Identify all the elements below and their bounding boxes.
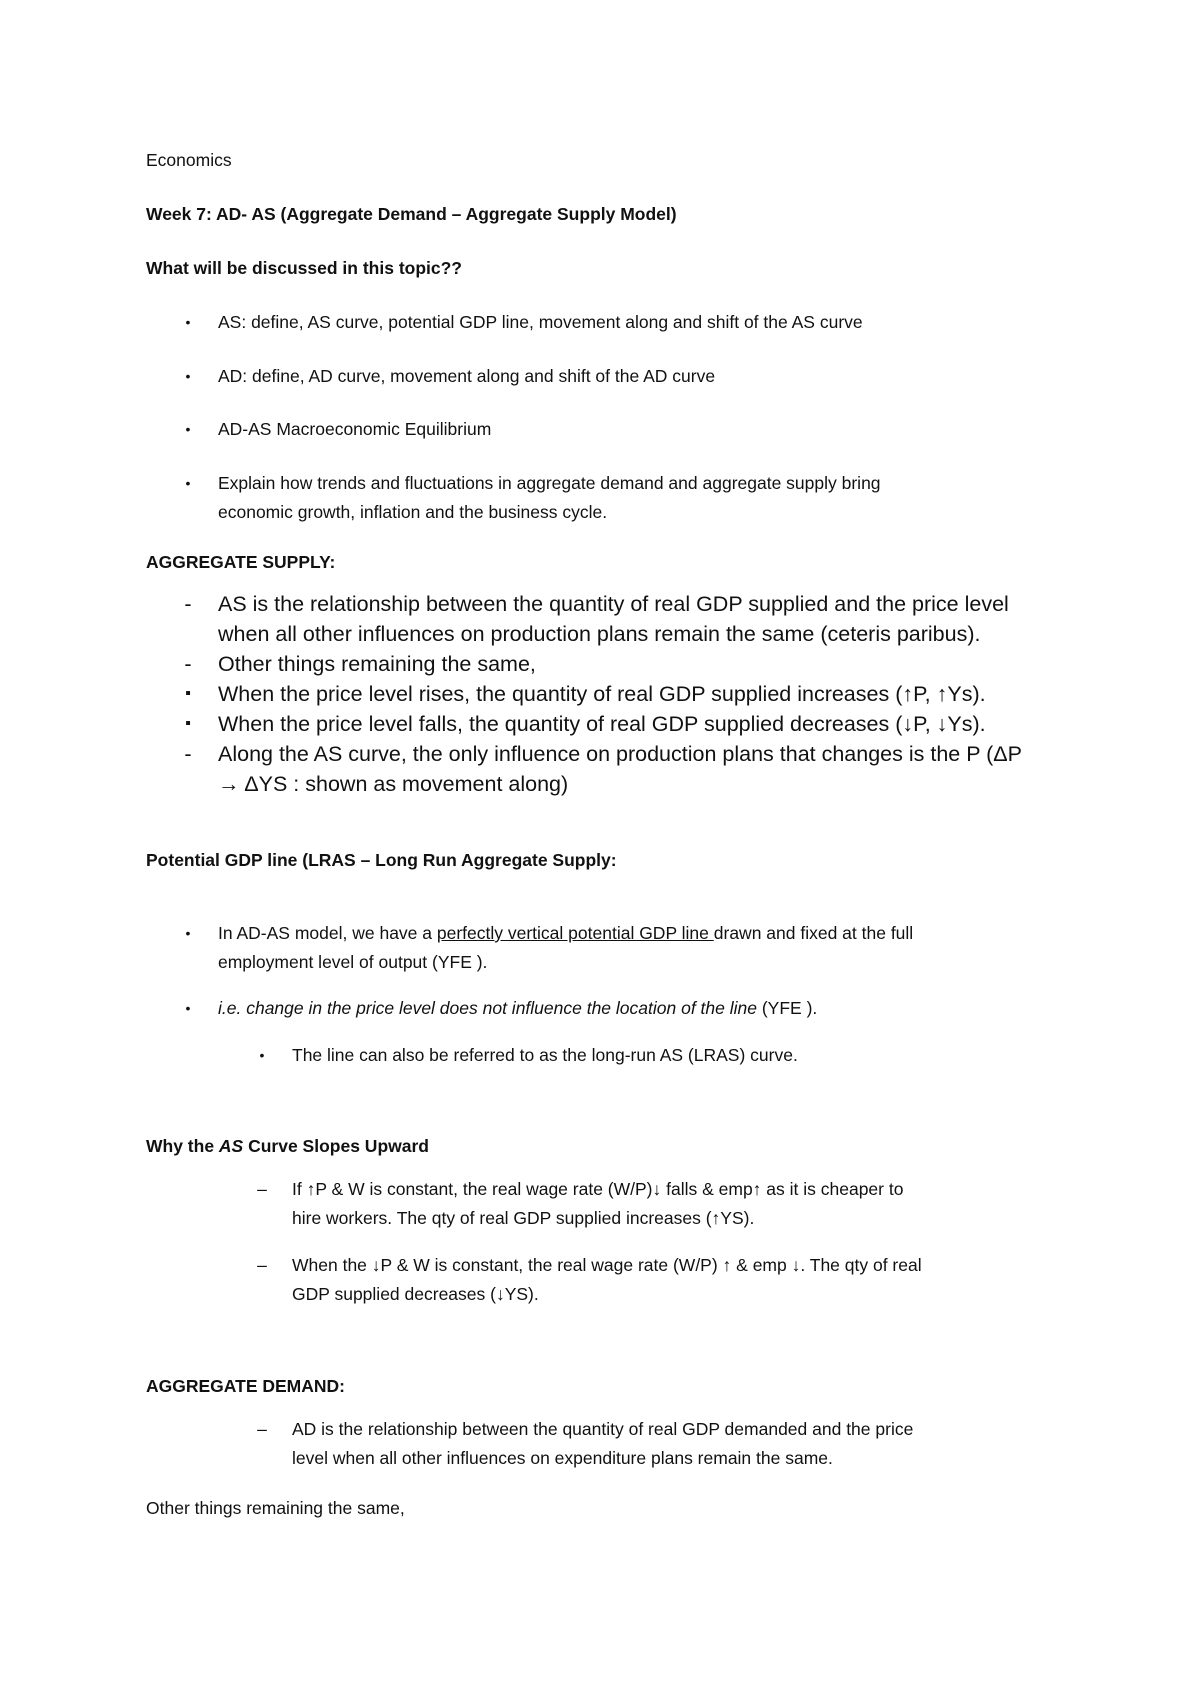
bullet-icon: •	[185, 421, 191, 437]
italic-phrase: i.e. change in the price level does not influence the location of the line	[218, 998, 757, 1018]
bullet-icon: •	[185, 314, 191, 330]
dash-icon: -	[184, 652, 192, 676]
document-page: Economics Week 7: AD- AS (Aggregate Demand – Aggregate Supply Model) What will be discussed in this topic?? • AS: define, AS curve, potential GDP line, movement along and shift of the AS curve • AD: define, AD curve, movement along and shift of the AD curve • AD-AS Macroeconomic Equilibrium • Explain how trends and fluctuations in aggregate demand and aggregate supply bring economic growth, inflation and the business cycle. AGGREGATE SUPPLY: - AS is the relationship between the quantity of real GDP supplied and the price level when all other influences on production plans remain the same (ceteris paribus). - Other things remaining the same, ▪ When the price level rises, the quantity of real GDP supplied increases (↑P, ↑Ys). ▪ When the price level falls, the quantity of real GDP supplied decreases (↓P, ↓Ys). - Along the AS curve, the only influence on production plans that changes is the P (ΔP → ΔYS : shown as movement along) Potential GDP line (LRAS – Long Run Aggregate Supply: • In AD-AS model, we have a perfectly vertical potential GDP line drawn and fixed at the full employment level of output (YFE ). • i.e. change in the price level does not influence the location of the line (YFE ). • The line can also be referred to as the long-run AS (LRAS) curve. Why the AS Curve Slopes Upward – If ↑P & W is constant, the real wage rate (W/P)↓ falls & emp↑ as it is cheaper to hire workers. The qty of real GDP supplied increases (↑YS). – When the ↓P & W is constant, the real wage rate (W/P) ↑ & emp ↓. The qty of real GDP supplied decreases (↓YS). AGGREGATE DEMAND: – AD is the relationship between the quantity of real GDP demanded and the price level when all other influences on expenditure plans remain the same. Other things remaining the same,	[0, 0, 1200, 1698]
doc-subject: Economics	[146, 150, 232, 170]
ad-heading: AGGREGATE DEMAND:	[146, 1376, 345, 1396]
discussed-heading: What will be discussed in this topic??	[146, 258, 462, 278]
dash-icon: –	[257, 1419, 267, 1439]
underlined-phrase: perfectly vertical potential GDP line	[436, 923, 714, 943]
why-heading: Why the AS Curve Slopes Upward	[146, 1136, 429, 1156]
bullet-icon: •	[185, 925, 191, 941]
closing-line: Other things remaining the same,	[146, 1498, 405, 1518]
doc-week-title: Week 7: AD- AS (Aggregate Demand – Aggregate Supply Model)	[146, 204, 677, 224]
bullet-icon: •	[185, 368, 191, 384]
bullet-icon: •	[185, 1000, 191, 1016]
bullet-icon: •	[259, 1047, 265, 1063]
dash-icon: -	[184, 592, 192, 616]
dash-icon: -	[184, 742, 192, 766]
as-heading: AGGREGATE SUPPLY:	[146, 552, 336, 572]
bullet-icon: •	[185, 475, 191, 491]
lras-heading: Potential GDP line (LRAS – Long Run Aggregate Supply:	[146, 850, 617, 870]
square-bullet-icon: ▪	[185, 715, 191, 732]
dash-icon: –	[257, 1179, 267, 1199]
dash-icon: –	[257, 1255, 267, 1275]
square-bullet-icon: ▪	[185, 685, 191, 702]
